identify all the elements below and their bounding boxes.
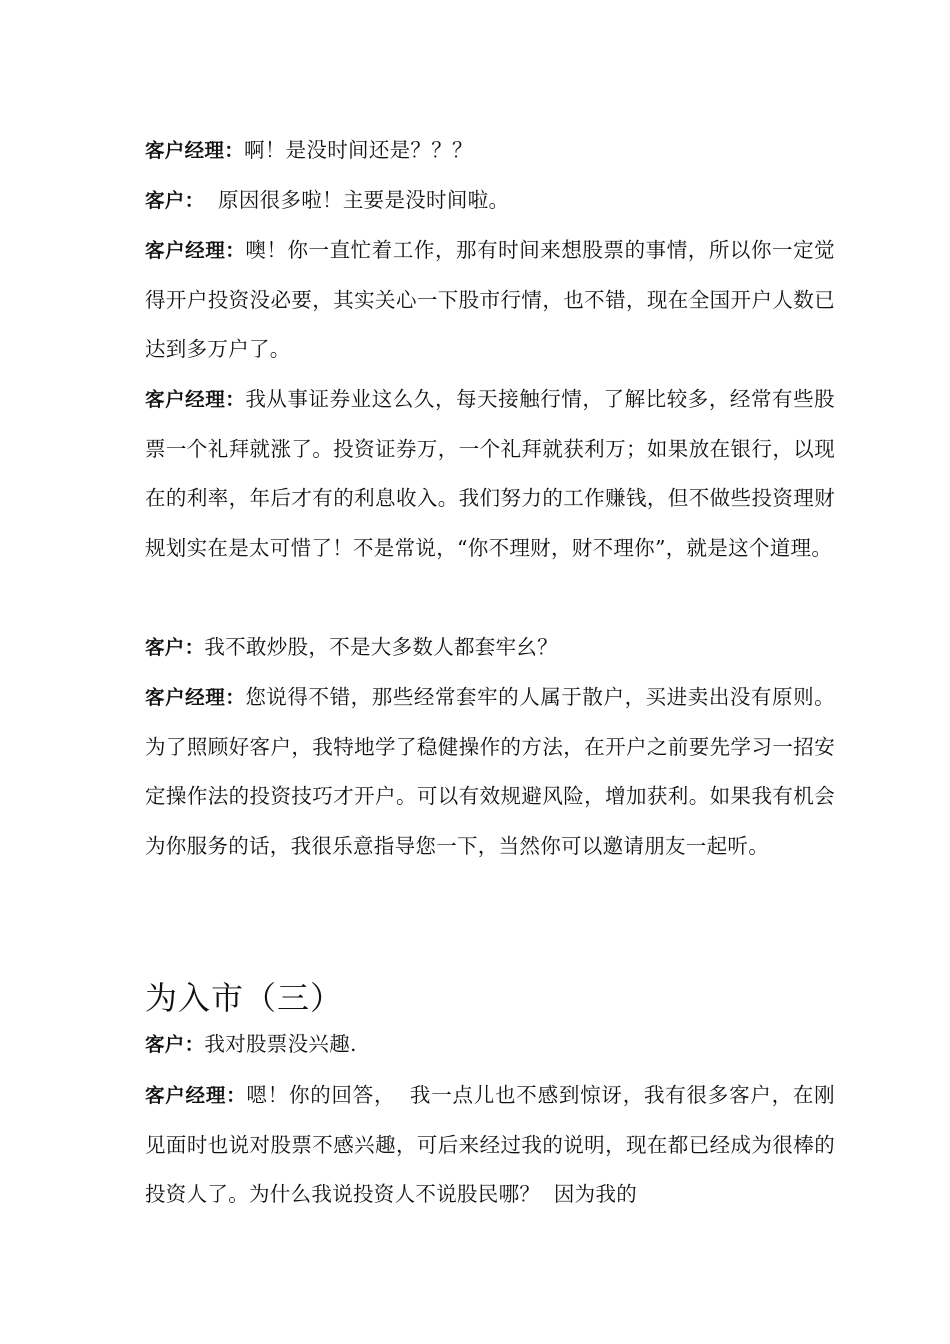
dialogue-text: 您说得不错，那些经常套牢的人属于散户，买进卖出没有原则。为了照顾好客户，我特地学了稳健操作的方法，在开户之前要先学习一招安定操作法的投资技巧才开户。可以有效规避风险，增加获利。如果我有机会为你服务的话，我很乐意指导您一下，当然你可以邀请朋友一起听。	[145, 685, 835, 858]
dialogue-text: 我从事证券业这么久，每天接触行情，了解比较多，经常有些股票一个礼拜就涨了。投资证券万，一个礼拜就获利万；如果放在银行，以现在的利率，年后才有的利息收入。我们努力的工作赚钱，但不做些投资理财规划实在是太可惜了！不是常说，“你不理财，财不理你”，就是这个道理。	[145, 387, 835, 560]
dialogue-text: 我不敢炒股，不是大多数人都套牢幺？	[204, 635, 559, 659]
speaker-label: 客户经理：	[145, 1084, 247, 1107]
dialogue-text: 啊！是没时间还是？？？	[244, 138, 473, 162]
dialogue-text: 噢！你一直忙着工作，那有时间来想股票的事情，所以你一定觉得开户投资没必要，其实关心一下股市行情，也不错，现在全国开户人数已达到多万户了。	[145, 238, 835, 361]
dialogue-paragraph-8	[145, 1071, 835, 1220]
speaker-label: 客户经理：	[145, 239, 246, 262]
speaker-label: 客户经理：	[145, 139, 245, 162]
dialogue-paragraph-7	[145, 1020, 835, 1070]
speaker-label: 客户经理：	[145, 388, 246, 411]
dialogue-text: 我对股票没兴趣.	[204, 1032, 357, 1056]
speaker-label: 客户：	[145, 189, 205, 212]
dialogue-text: 原因很多啦！主要是没时间啦。	[204, 188, 510, 212]
dialogue-paragraph-3	[145, 226, 835, 375]
section-heading: 为入市（三）	[145, 979, 344, 1017]
dialogue-paragraph-5	[145, 623, 835, 673]
dialogue-paragraph-4	[145, 375, 835, 573]
speaker-label: 客户经理：	[145, 686, 246, 709]
dialogue-paragraph-2	[145, 176, 835, 226]
dialogue-text: 嗯！你的回答， 我一点儿也不感到惊讶，我有很多客户，在刚见面时也说对股票不感兴趣，可后来经过我的说明，现在都已经成为很棒的投资人了。为什么我说投资人不说股民哪？ 因为我的	[145, 1083, 835, 1206]
dialogue-paragraph-1	[145, 126, 835, 176]
dialogue-paragraph-6	[145, 673, 835, 871]
speaker-label: 客户：	[145, 636, 205, 659]
speaker-label: 客户：	[145, 1033, 205, 1056]
